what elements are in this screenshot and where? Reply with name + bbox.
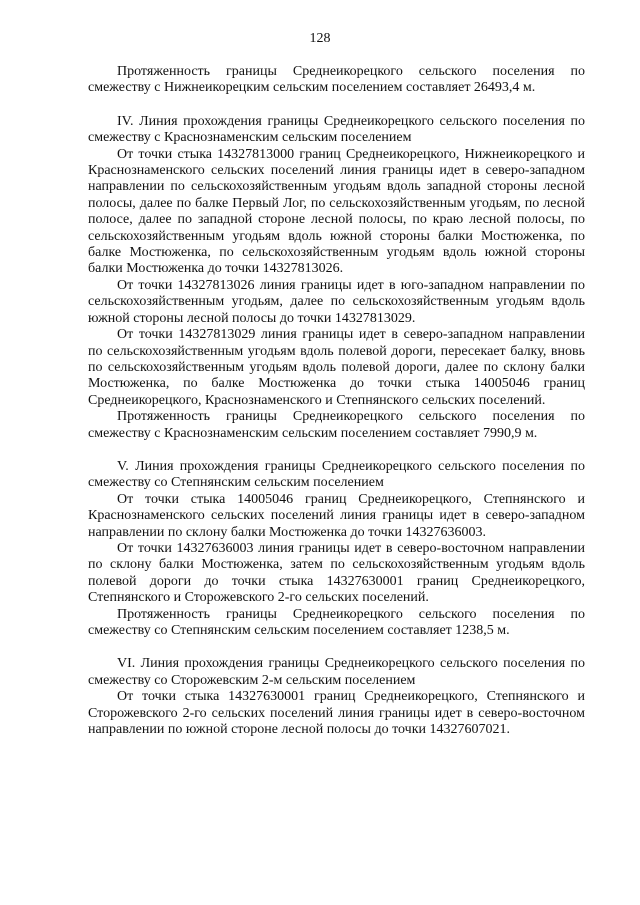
- section-gap: [88, 442, 585, 459]
- paragraph: От точки 14327636003 линия границы идет в северо-восточном направлении по склону балки Мостюженка, затем по сельскохозяйственным угодьям вдоль полевой дороги до точки стыка 14327630001 границ Среднеикорецкого, Степнянского и Сторожевского 2-го сельских поселений.: [88, 540, 585, 606]
- paragraph-length-nizhneikoretskoe: Протяженность границы Среднеикорецкого сельского поселения по смежеству с Нижнеикорецким сельским поселением составляет 26493,4 м.: [88, 64, 585, 96]
- section-gap: [88, 97, 585, 114]
- paragraph: От точки стыка 14327630001 границ Среднеикорецкого, Степнянского и Сторожевского 2-го сельских поселений линия границы идет в северо-восточном направлении по южной стороне лесной полосы до точки 14327607021.: [88, 689, 585, 738]
- paragraph: От точки стыка 14005046 границ Среднеикорецкого, Степнянского и Краснознаменского сельских поселений линия границы идет в северо-западном направлении по склону балки Мостюженка до точки 14327636003.: [88, 491, 585, 540]
- section-heading-iv: IV. Линия прохождения границы Среднеикорецкого сельского поселения по смежеству с Краснознаменским сельским поселением: [88, 113, 585, 146]
- page-number: 128: [309, 31, 331, 46]
- paragraph-length-krasnoznamenskoe: Протяженность границы Среднеикорецкого сельского поселения по смежеству с Краснознаменским сельским поселением составляет 7990,9 м.: [88, 409, 585, 441]
- paragraph-length-stepnyanskoe: Протяженность границы Среднеикорецкого сельского поселения по смежеству со Степнянским сельским поселением составляет 1238,5 м.: [88, 606, 585, 638]
- section-heading-v: V. Линия прохождения границы Среднеикорецкого сельского поселения по смежеству со Степнянским сельским поселением: [88, 458, 585, 491]
- paragraph: От точки 14327813026 линия границы идет в юго-западном направлении по сельскохозяйственным угодьям, далее по сельскохозяйственным угодьям вдоль южной стороны лесной полосы до точки 14327813029.: [88, 277, 585, 326]
- section-heading-vi: VI. Линия прохождения границы Среднеикорецкого сельского поселения по смежеству со Сторожевским 2-м сельским поселением: [88, 656, 585, 688]
- paragraph: От точки стыка 14327813000 границ Среднеикорецкого, Нижнеикорецкого и Краснознаменского сельских поселений линия границы идет в северо-западном направлении по сельскохозяйственным угодьям вдоль западной стороны лесной полосы, далее по балке Первый Лог, по сельскохозяйственным угодьям, по лесной полосе, далее по западной стороне лесной полосы, по краю лесной полосы, по сельскохозяйственным угодьям вдоль южной стороны балки Мостюженка, по балке Мостюженка, по сельскохозяйственным угодьям вдоль южной стороны балки Мостюженка до точки 14327813026.: [88, 146, 585, 277]
- section-gap: [88, 639, 585, 656]
- paragraph: От точки 14327813029 линия границы идет в северо-западном направлении по сельскохозяйственным угодьям вдоль полевой дороги, пересекает балку, вновь по сельскохозяйственным угодьям вдоль полевой дороги, далее по склону балки Мостюженка, по балке Мостюженка до точки стыка 14005046 границ Среднеикорецкого, Краснознаменского и Степнянского сельских поселений.: [88, 327, 585, 408]
- document-body: [88, 64, 585, 738]
